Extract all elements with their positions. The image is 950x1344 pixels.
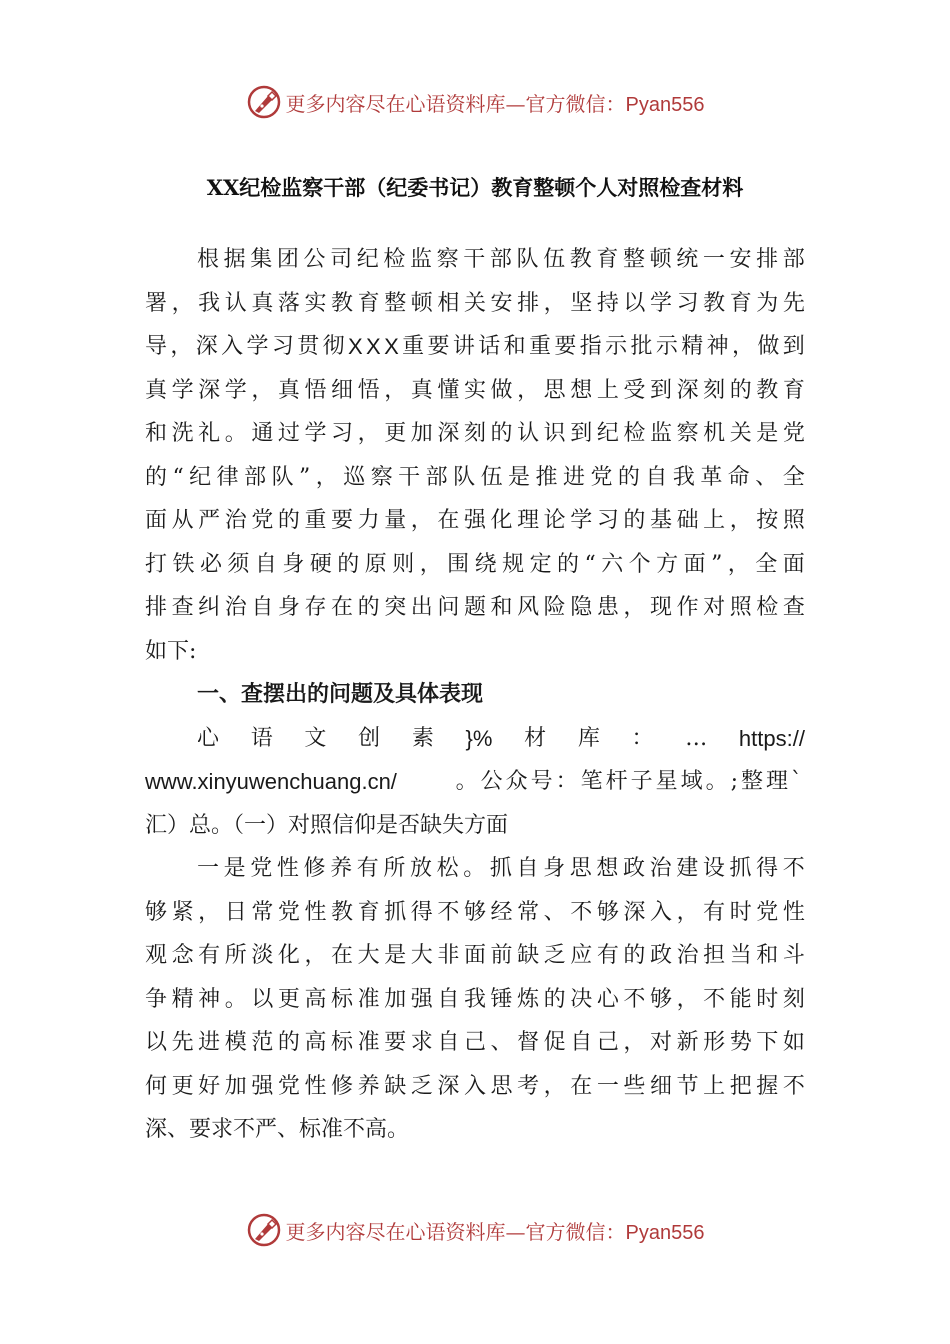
- paragraph-line: 根 据 集 团 公 司 纪 检 监 察 干 部 队 伍 教 育 整 顿 统 一 安 排 部: [197, 247, 805, 272]
- watermark-line: [145, 717, 805, 761]
- document-title: XX纪检监察干部（纪委书记）教育整顿个人对照检查材料: [206, 175, 744, 200]
- paragraph-line: 导 ， 深 入 学 习 贯 彻 X X X 重 要 讲 话 和 重 要 指 示 批 示 精 神 ， 做 到: [145, 334, 805, 359]
- pen-nib-logo-icon: [246, 1212, 282, 1248]
- paragraph-line: 一 是 党 性 修 养 有 所 放 松 。 抓 自 身 思 想 政 治 建 设 抓 得 不: [197, 856, 805, 881]
- wm-char: …: [685, 725, 708, 751]
- paragraph-line: 何 更 好 加 强 党 性 修 养 缺 乏 深 入 思 考 ， 在 一 些 细 节 上 把 握 不: [145, 1073, 805, 1099]
- wm-char: 素: [411, 725, 434, 751]
- paragraph-line: 深、要求不严、标准不高。: [145, 1117, 410, 1142]
- wm-char: 材: [524, 725, 547, 751]
- paragraph-line: 以 先 进 模 范 的 高 标 准 要 求 自 己 、 督 促 自 己 ， 对 新 形 势 下 如: [145, 1030, 805, 1055]
- wm-char: }%: [465, 725, 493, 751]
- pen-nib-logo-icon: [246, 84, 282, 120]
- wm-char: 文: [304, 725, 327, 751]
- section-heading: 一、查摆出的问题及具体表现: [197, 681, 484, 707]
- wm-char: 心: [197, 725, 220, 751]
- paragraph-line: 的 “ 纪 律 部 队 ” ， 巡 察 干 部 队 伍 是 推 进 党 的 自 我 革 命 、 全: [145, 464, 805, 490]
- wechat-id: Pyan556: [625, 1221, 705, 1244]
- paragraph-line: 打 铁 必 须 自 身 硬 的 原 则 ， 围 绕 规 定 的 “ 六 个 方 面 ” ， 全 面: [145, 551, 805, 577]
- paragraph-line: 面 从 严 治 党 的 重 要 力 量 ， 在 强 化 理 论 学 习 的 基 础 上 ， 按 照: [145, 508, 805, 533]
- paragraph-line: 如下:: [145, 638, 197, 664]
- paragraph-line: 观 念 有 所 淡 化 ， 在 大 是 大 非 面 前 缺 乏 应 有 的 政 治 担 当 和 斗: [145, 943, 805, 968]
- watermark-url-rest: 。公众号：笔杆子星域。;整理`: [455, 769, 805, 794]
- wechat-id: Pyan556: [625, 93, 705, 116]
- wm-url-start: https://: [738, 725, 805, 751]
- paragraph-line: 真 学 深 学 ， 真 悟 细 悟 ， 真 懂 实 做 ， 思 想 上 受 到 深 刻 的 教 育: [145, 377, 805, 403]
- watermark-url-line: [145, 760, 805, 804]
- paragraph-line: 和 洗 礼 。 通 过 学 习 ， 更 加 深 刻 的 认 识 到 纪 检 监 察 机 关 是 党: [145, 421, 805, 446]
- footer-banner: [0, 1208, 950, 1252]
- paragraph-line: 排 查 纠 治 自 身 存 在 的 突 出 问 题 和 风 险 隐 患 ， 现 作 对 照 检 查: [145, 595, 805, 620]
- paragraph-line: 够 紧 ， 日 常 党 性 教 育 抓 得 不 够 经 常 、 不 够 深 入 ， 有 时 党 性: [145, 899, 805, 925]
- wm-char: 创: [358, 725, 381, 751]
- subsection-line: 汇）总。（一）对照信仰是否缺失方面: [145, 812, 509, 838]
- document-body: [145, 238, 805, 1152]
- header-banner: [0, 80, 950, 124]
- wm-char: 库: [577, 725, 600, 751]
- banner-text: 更多内容尽在心语资料库—官方微信：Pyan556: [285, 91, 705, 116]
- watermark-url: www.xinyuwenchuang.cn/: [145, 769, 397, 794]
- wm-char: ：: [631, 725, 654, 751]
- wm-char: 语: [250, 725, 273, 751]
- paragraph-line: 署 ， 我 认 真 落 实 教 育 整 顿 相 关 安 排 ， 坚 持 以 学 习 教 育 为 先: [145, 290, 805, 316]
- banner-text: 更多内容尽在心语资料库—官方微信：Pyan556: [285, 1219, 705, 1244]
- paragraph-line: 争 精 神 。 以 更 高 标 准 加 强 自 我 锤 炼 的 决 心 不 够 ， 不 能 时 刻: [145, 986, 805, 1012]
